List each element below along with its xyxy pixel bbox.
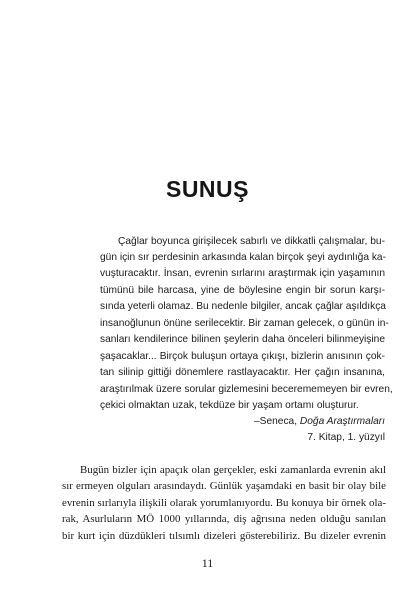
epigraph-line: Çağlar boyunca girişilecek sabırlı ve dikkatli çalışmalar, bu- — [118, 236, 385, 247]
body-line: evrenin sırlarıyla ilişkili olarak yorumlanıyordu. Bu konuya bir örnek ola- — [62, 497, 386, 509]
epigraph-attribution — [100, 416, 385, 427]
epigraph-line: sında yeterli olamaz. Bu nedenle bilgiler, ancak çağlar aşıldıkça — [100, 301, 386, 312]
epigraph-line: tümünü bile harcasa, yine de böylesine engin bir sorun karşı- — [100, 285, 385, 296]
epigraph-line: çekici olmaktan uzak, tekdüze bir yaşam ortamı oluşturur. — [100, 400, 359, 411]
epigraph-line: tan silinip gittiği dönemlere rastlayacaktır. Her çağın insanına, — [100, 367, 385, 378]
attribution-work: Doğa Araştırmaları — [299, 416, 385, 427]
epigraph-line: araştırılmak üzere sorular gizlemesini becerememeyen bir evren, — [100, 384, 393, 395]
body-line: rak, Asurluların MÖ 1000 yıllarında, diş ağrısına neden olduğu sanılan — [62, 513, 386, 525]
epigraph-line: şaşacaklar... Birçok buluşun ortaya çıkışı, bizlerin anısının çok- — [100, 351, 385, 362]
epigraph-line: vuşturacaktır. İnsan, evrenin sırlarını araştırmak için yaşamının — [100, 268, 385, 279]
attribution-author: –Seneca, — [253, 416, 300, 427]
epigraph-line: gün için sır perdesinin arkasında kalan birçok şeyi aydınlığa ka- — [100, 252, 386, 263]
body-line: sır ermeyen olguları arasındaydı. Günlük yaşamdaki en basit bir olay bile — [62, 480, 386, 492]
body-line: Bugün bizler için apaçık olan gerçekler, eski zamanlarda evrenin akıl — [80, 464, 386, 476]
page-number: 11 — [201, 556, 214, 570]
epigraph-line: insanoğlunun önüne serilecektir. Bir zaman gelecek, o günün in- — [100, 318, 389, 329]
body-line: bir kurt için düzdükleri tılsımlı dizeleri gösterebiliriz. Bu dizeler evrenin — [62, 530, 386, 542]
chapter-title: SUNUŞ — [165, 176, 249, 202]
epigraph-line: sanları kendilerince bilinen şeylerin daha önceleri bilinmeyişine — [100, 334, 385, 345]
epigraph-citation: 7. Kitap, 1. yüzyıl — [307, 432, 385, 443]
